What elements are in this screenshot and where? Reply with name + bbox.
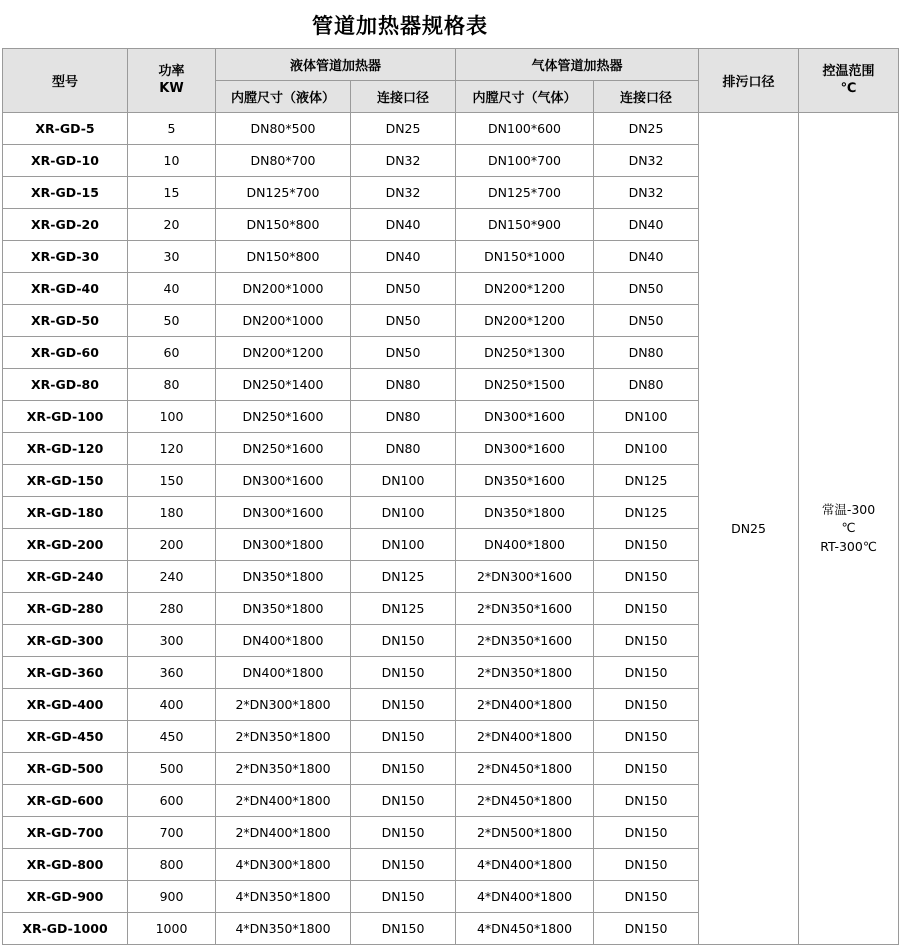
table-row [3, 113, 899, 145]
cell-liquid-dim: 4*DN350*1800 [216, 913, 351, 945]
cell-model: XR-GD-500 [3, 753, 128, 785]
cell-gas-dim: 2*DN400*1800 [456, 721, 594, 753]
cell-model: XR-GD-120 [3, 433, 128, 465]
header-liquid-dim: 内膛尺寸（液体） [216, 81, 351, 113]
cell-gas-dim: DN200*1200 [456, 305, 594, 337]
header-temp-line2: ℃ [840, 80, 857, 96]
cell-gas-dim: 4*DN450*1800 [456, 913, 594, 945]
cell-liquid-conn: DN150 [351, 625, 456, 657]
cell-model: XR-GD-240 [3, 561, 128, 593]
cell-gas-conn: DN150 [594, 817, 699, 849]
cell-liquid-conn: DN150 [351, 657, 456, 689]
cell-model: XR-GD-900 [3, 881, 128, 913]
cell-liquid-conn: DN80 [351, 433, 456, 465]
cell-liquid-dim: DN400*1800 [216, 657, 351, 689]
cell-power: 30 [128, 241, 216, 273]
cell-power: 120 [128, 433, 216, 465]
cell-gas-dim: DN400*1800 [456, 529, 594, 561]
cell-gas-conn: DN150 [594, 753, 699, 785]
cell-liquid-dim: DN300*1800 [216, 529, 351, 561]
cell-model: XR-GD-50 [3, 305, 128, 337]
cell-power: 450 [128, 721, 216, 753]
cell-power: 100 [128, 401, 216, 433]
cell-model: XR-GD-1000 [3, 913, 128, 945]
cell-power: 80 [128, 369, 216, 401]
cell-gas-dim: 2*DN350*1600 [456, 625, 594, 657]
cell-gas-conn: DN150 [594, 657, 699, 689]
header-power [128, 49, 216, 113]
cell-gas-conn: DN150 [594, 721, 699, 753]
cell-liquid-conn: DN150 [351, 881, 456, 913]
cell-model: XR-GD-300 [3, 625, 128, 657]
cell-model: XR-GD-60 [3, 337, 128, 369]
cell-power: 300 [128, 625, 216, 657]
cell-power: 40 [128, 273, 216, 305]
cell-gas-dim: DN200*1200 [456, 273, 594, 305]
cell-gas-dim: DN150*1000 [456, 241, 594, 273]
cell-liquid-conn: DN40 [351, 241, 456, 273]
cell-liquid-conn: DN50 [351, 337, 456, 369]
cell-liquid-dim: DN200*1000 [216, 305, 351, 337]
cell-power: 50 [128, 305, 216, 337]
cell-model: XR-GD-10 [3, 145, 128, 177]
cell-model: XR-GD-20 [3, 209, 128, 241]
table-header [3, 49, 899, 113]
cell-temp-merged [799, 113, 899, 945]
cell-power: 60 [128, 337, 216, 369]
specification-table [2, 48, 899, 945]
cell-liquid-dim: 4*DN300*1800 [216, 849, 351, 881]
cell-gas-dim: DN350*1600 [456, 465, 594, 497]
cell-gas-dim: DN250*1300 [456, 337, 594, 369]
cell-gas-dim: DN100*700 [456, 145, 594, 177]
cell-liquid-conn: DN125 [351, 561, 456, 593]
cell-gas-conn: DN150 [594, 881, 699, 913]
cell-gas-conn: DN80 [594, 369, 699, 401]
cell-temp-line3: RT-300℃ [820, 538, 877, 554]
cell-liquid-dim: DN350*1800 [216, 561, 351, 593]
cell-liquid-dim: DN150*800 [216, 209, 351, 241]
cell-liquid-conn: DN150 [351, 721, 456, 753]
cell-model: XR-GD-80 [3, 369, 128, 401]
cell-gas-conn: DN150 [594, 561, 699, 593]
cell-gas-conn: DN125 [594, 465, 699, 497]
cell-gas-conn: DN50 [594, 273, 699, 305]
cell-gas-dim: DN250*1500 [456, 369, 594, 401]
cell-model: XR-GD-5 [3, 113, 128, 145]
cell-gas-dim: 2*DN450*1800 [456, 753, 594, 785]
cell-power: 700 [128, 817, 216, 849]
cell-gas-conn: DN32 [594, 177, 699, 209]
cell-gas-conn: DN40 [594, 209, 699, 241]
cell-liquid-conn: DN100 [351, 465, 456, 497]
cell-power: 150 [128, 465, 216, 497]
cell-liquid-conn: DN32 [351, 145, 456, 177]
header-liquid-group: 液体管道加热器 [216, 49, 456, 81]
cell-gas-conn: DN150 [594, 593, 699, 625]
cell-gas-conn: DN40 [594, 241, 699, 273]
cell-power: 400 [128, 689, 216, 721]
cell-model: XR-GD-40 [3, 273, 128, 305]
cell-gas-dim: 2*DN400*1800 [456, 689, 594, 721]
cell-liquid-conn: DN80 [351, 369, 456, 401]
cell-liquid-dim: DN350*1800 [216, 593, 351, 625]
cell-gas-dim: DN125*700 [456, 177, 594, 209]
cell-liquid-dim: 2*DN350*1800 [216, 753, 351, 785]
cell-gas-dim: DN150*900 [456, 209, 594, 241]
cell-drain-merged: DN25 [699, 113, 799, 945]
cell-liquid-dim: DN200*1000 [216, 273, 351, 305]
cell-liquid-dim: DN125*700 [216, 177, 351, 209]
cell-model: XR-GD-800 [3, 849, 128, 881]
cell-liquid-dim: DN250*1600 [216, 401, 351, 433]
cell-gas-dim: DN300*1600 [456, 433, 594, 465]
cell-gas-conn: DN150 [594, 785, 699, 817]
header-gas-dim: 内膛尺寸（气体） [456, 81, 594, 113]
header-temp-range [799, 49, 899, 113]
cell-model: XR-GD-360 [3, 657, 128, 689]
cell-liquid-conn: DN150 [351, 785, 456, 817]
cell-gas-conn: DN150 [594, 529, 699, 561]
cell-power: 240 [128, 561, 216, 593]
cell-power: 500 [128, 753, 216, 785]
cell-model: XR-GD-150 [3, 465, 128, 497]
cell-power: 900 [128, 881, 216, 913]
cell-liquid-conn: DN150 [351, 753, 456, 785]
cell-model: XR-GD-30 [3, 241, 128, 273]
cell-model: XR-GD-450 [3, 721, 128, 753]
cell-liquid-conn: DN80 [351, 401, 456, 433]
cell-liquid-conn: DN150 [351, 849, 456, 881]
header-gas-group: 气体管道加热器 [456, 49, 699, 81]
cell-liquid-conn: DN25 [351, 113, 456, 145]
cell-gas-dim: 2*DN300*1600 [456, 561, 594, 593]
cell-gas-dim: 4*DN400*1800 [456, 881, 594, 913]
page-title: 管道加热器规格表 [312, 14, 488, 38]
cell-gas-conn: DN50 [594, 305, 699, 337]
cell-gas-conn: DN100 [594, 433, 699, 465]
cell-power: 800 [128, 849, 216, 881]
cell-liquid-dim: DN200*1200 [216, 337, 351, 369]
cell-liquid-dim: 4*DN350*1800 [216, 881, 351, 913]
cell-liquid-conn: DN100 [351, 529, 456, 561]
cell-liquid-conn: DN125 [351, 593, 456, 625]
cell-model: XR-GD-200 [3, 529, 128, 561]
cell-power: 280 [128, 593, 216, 625]
cell-power: 10 [128, 145, 216, 177]
cell-liquid-conn: DN50 [351, 305, 456, 337]
header-row-top [3, 49, 899, 81]
cell-gas-dim: 4*DN400*1800 [456, 849, 594, 881]
cell-liquid-dim: DN150*800 [216, 241, 351, 273]
cell-model: XR-GD-400 [3, 689, 128, 721]
cell-power: 600 [128, 785, 216, 817]
cell-liquid-conn: DN150 [351, 817, 456, 849]
cell-liquid-dim: 2*DN300*1800 [216, 689, 351, 721]
cell-liquid-conn: DN32 [351, 177, 456, 209]
cell-gas-dim: 2*DN350*1600 [456, 593, 594, 625]
cell-power: 15 [128, 177, 216, 209]
cell-temp-line1: 常温-300 [821, 502, 876, 518]
cell-liquid-dim: DN250*1600 [216, 433, 351, 465]
header-liquid-conn: 连接口径 [351, 81, 456, 113]
cell-power: 360 [128, 657, 216, 689]
cell-gas-dim: 2*DN450*1800 [456, 785, 594, 817]
cell-gas-dim: DN350*1800 [456, 497, 594, 529]
cell-model: XR-GD-700 [3, 817, 128, 849]
cell-model: XR-GD-600 [3, 785, 128, 817]
header-power-line2: KW [159, 80, 184, 96]
cell-liquid-dim: 2*DN400*1800 [216, 785, 351, 817]
cell-liquid-conn: DN50 [351, 273, 456, 305]
cell-model: XR-GD-280 [3, 593, 128, 625]
cell-gas-conn: DN150 [594, 849, 699, 881]
header-model: 型号 [3, 49, 128, 113]
cell-model: XR-GD-100 [3, 401, 128, 433]
cell-liquid-dim: DN80*500 [216, 113, 351, 145]
cell-power: 200 [128, 529, 216, 561]
cell-model: XR-GD-15 [3, 177, 128, 209]
table-body [3, 113, 899, 945]
cell-gas-conn: DN32 [594, 145, 699, 177]
cell-gas-conn: DN150 [594, 625, 699, 657]
header-temp-line1: 控温范围 [822, 64, 875, 80]
header-gas-conn: 连接口径 [594, 81, 699, 113]
cell-liquid-dim: DN250*1400 [216, 369, 351, 401]
cell-power: 1000 [128, 913, 216, 945]
cell-liquid-dim: DN400*1800 [216, 625, 351, 657]
cell-liquid-dim: DN300*1600 [216, 465, 351, 497]
cell-gas-dim: DN300*1600 [456, 401, 594, 433]
cell-liquid-dim: 2*DN400*1800 [216, 817, 351, 849]
header-drain: 排污口径 [699, 49, 799, 113]
cell-gas-conn: DN100 [594, 401, 699, 433]
header-power-line1: 功率 [158, 64, 185, 80]
cell-gas-dim: DN100*600 [456, 113, 594, 145]
cell-liquid-dim: 2*DN350*1800 [216, 721, 351, 753]
cell-liquid-conn: DN150 [351, 689, 456, 721]
cell-gas-conn: DN125 [594, 497, 699, 529]
cell-temp-line2: ℃ [841, 520, 856, 536]
cell-power: 20 [128, 209, 216, 241]
cell-gas-conn: DN25 [594, 113, 699, 145]
cell-gas-conn: DN80 [594, 337, 699, 369]
cell-liquid-dim: DN80*700 [216, 145, 351, 177]
cell-liquid-dim: DN300*1600 [216, 497, 351, 529]
cell-gas-conn: DN150 [594, 689, 699, 721]
cell-gas-dim: 2*DN350*1800 [456, 657, 594, 689]
cell-liquid-conn: DN150 [351, 913, 456, 945]
cell-liquid-conn: DN40 [351, 209, 456, 241]
cell-model: XR-GD-180 [3, 497, 128, 529]
cell-power: 5 [128, 113, 216, 145]
cell-power: 180 [128, 497, 216, 529]
cell-liquid-conn: DN100 [351, 497, 456, 529]
cell-gas-dim: 2*DN500*1800 [456, 817, 594, 849]
cell-gas-conn: DN150 [594, 913, 699, 945]
